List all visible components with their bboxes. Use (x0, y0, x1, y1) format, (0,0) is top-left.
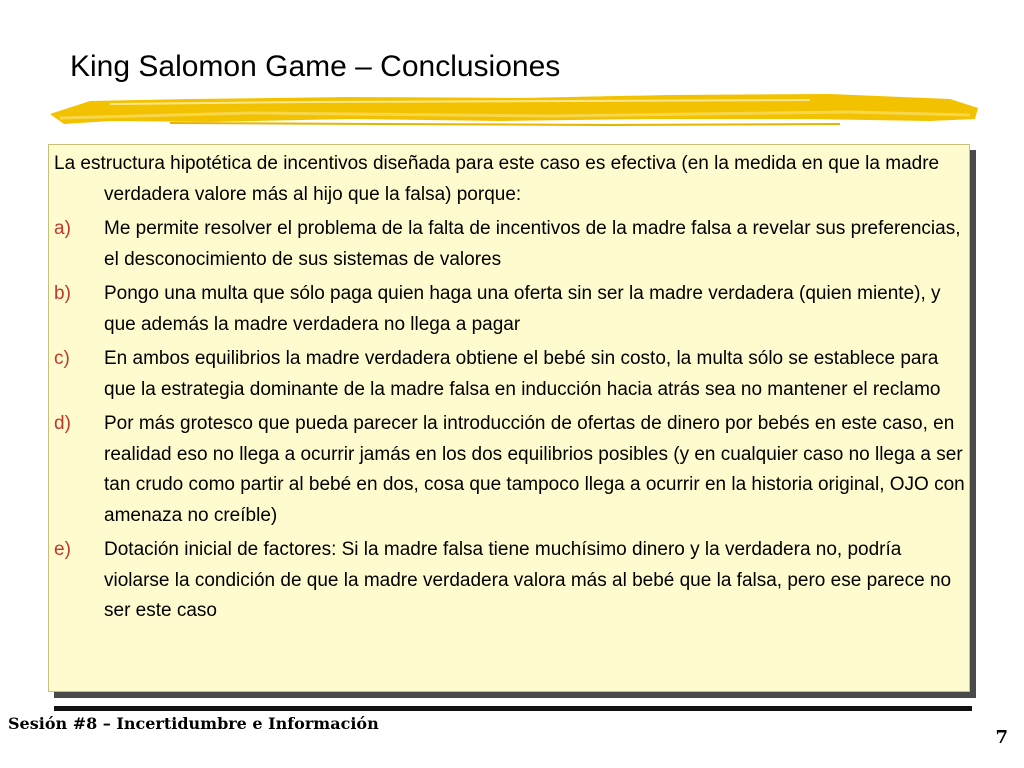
list-item-text: Me permite resolver el problema de la falta de incentivos de la madre falsa a revelar sus preferencias, el desconocimiento de sus sistemas de valores (104, 218, 961, 270)
intro-paragraph: La estructura hipotética de incentivos diseñada para este caso es efectiva (en la medida en que la madre verdadera valore más al hijo que la falsa) porque: (54, 153, 940, 205)
footer-divider (54, 706, 972, 711)
list-marker: e) (54, 539, 71, 560)
list-item-c (54, 344, 966, 405)
slide-title: King Salomon Game – Conclusiones (70, 50, 561, 83)
list-item-e (54, 535, 966, 627)
list-item-b (54, 279, 966, 340)
content-text (54, 149, 966, 631)
list-marker: d) (54, 413, 71, 434)
page-number: 7 (995, 727, 1008, 748)
list-item-text: En ambos equilibrios la madre verdadera obtiene el bebé sin costo, la multa sólo se establece para que la estrategia dominante de la madre falsa en inducción hacia atrás sea no mantener el reclamo (104, 348, 941, 400)
title-underline-brush (50, 88, 980, 134)
list-item-d (54, 409, 966, 531)
list-item-text: Por más grotesco que pueda parecer la introducción de ofertas de dinero por bebés en este caso, en realidad eso no llega a ocurrir jamás en los dos equilibrios posibles (y en cualquier caso no llega a ser tan crudo como partir al bebé en dos, cosa que tampoco llega a ocurrir en la historia original, OJO con amenaza no creíble) (104, 413, 965, 526)
list-marker: c) (54, 348, 70, 369)
footer-session-label: Sesión #8 – Incertidumbre e Información (8, 714, 379, 733)
list-item-text: Dotación inicial de factores: Si la madre falsa tiene muchísimo dinero y la verdadera no, podría violarse la condición de que la madre verdadera valora más al bebé que la falsa, pero ese parece no ser este caso (104, 539, 952, 621)
list-item-text: Pongo una multa que sólo paga quien haga una oferta sin ser la madre verdadera (quien miente), y que además la madre verdadera no llega a pagar (104, 283, 941, 335)
list-item-a (54, 214, 966, 275)
list-marker: a) (54, 218, 71, 239)
list-marker: b) (54, 283, 71, 304)
